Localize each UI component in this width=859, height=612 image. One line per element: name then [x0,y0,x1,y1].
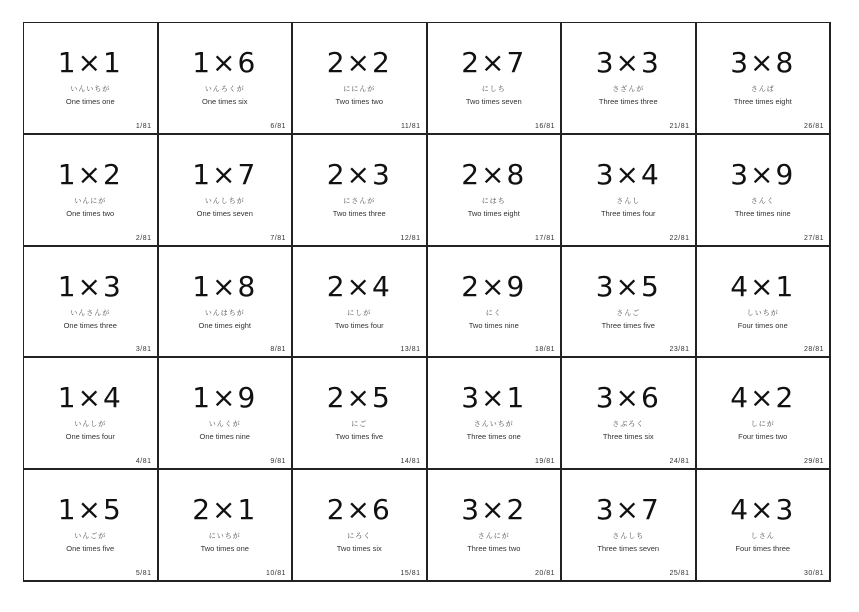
flashcard-equation: 2×8 [461,157,527,191]
flashcard [24,358,159,470]
flashcard-reading: いんにが [74,196,107,205]
flashcard-number: 12/81 [400,234,421,242]
flashcard-equation: 3×9 [730,157,796,191]
flashcard-equation: 2×5 [326,381,392,415]
flashcard [159,470,294,582]
flashcard-reading: いんくが [208,420,241,429]
flashcard [24,247,159,359]
flashcard-english: One times nine [199,432,250,442]
flashcard-english: Four times two [738,432,788,442]
flashcard-english: Three times seven [597,544,660,554]
flashcard-equation: 1×6 [192,46,258,79]
flashcard-number: 4/81 [135,458,152,466]
flashcard [428,135,563,247]
flashcard [697,135,832,247]
flashcard-number: 6/81 [270,122,286,130]
flashcard-english: Three times three [598,97,658,106]
flashcard-equation: 3×8 [730,46,796,79]
flashcard-number: 5/81 [135,570,152,577]
flashcard [159,135,294,247]
flashcard-english: Four times three [735,544,791,554]
flashcard [428,23,563,135]
flashcard [159,23,294,135]
flashcard-reading: さんにが [477,532,510,541]
flashcard-equation: 1×3 [57,269,123,303]
flashcard-reading: さんぱ [750,85,775,93]
flashcard-reading: にく [485,308,502,317]
flashcard [697,247,832,359]
flashcard-english: One times four [65,432,115,442]
flashcard-number: 14/81 [400,458,421,466]
flashcard-number: 2/81 [135,234,152,242]
flashcard-english: Two times eight [467,208,520,218]
flashcard-english: One times eight [198,320,252,330]
flashcard [562,247,697,359]
flashcard-equation: 1×1 [57,46,123,79]
flashcard-english: One times one [65,97,115,106]
flashcard [562,135,697,247]
flashcard-number: 19/81 [534,458,555,466]
flashcard-number: 8/81 [270,346,286,354]
flashcard [293,470,428,582]
flashcard-number: 20/81 [534,570,555,577]
flashcard-reading: いんはちが [204,308,245,317]
flashcard-reading: さぶろく [612,420,645,429]
flashcard [697,470,832,582]
flashcard-english: Three times four [600,208,656,218]
flashcard-reading: にはち [481,196,506,205]
flashcard-number: 15/81 [400,570,421,577]
flashcard-reading: にご [351,420,368,429]
flashcard [562,470,697,582]
flashcard [428,247,563,359]
flashcard-equation: 3×1 [461,381,527,415]
flashcard-reading: いんしちが [204,196,245,205]
flashcard [428,358,563,470]
flashcard-number: 3/81 [135,346,152,354]
flashcard-english: Three times two [467,544,521,554]
flashcard-sheet [23,22,831,582]
flashcard [159,358,294,470]
flashcard [562,358,697,470]
flashcard-number: 27/81 [803,234,824,242]
flashcard-reading: さんく [750,196,775,205]
flashcard-english: Four times one [737,320,788,330]
flashcard-english: One times six [202,97,248,106]
flashcard [697,358,832,470]
flashcard-equation: 2×6 [326,493,392,527]
flashcard-reading: しさん [750,532,775,541]
flashcard-number: 9/81 [270,458,286,466]
flashcard [24,470,159,582]
flashcard-english: Three times five [601,320,655,330]
flashcard-number: 26/81 [803,122,824,130]
flashcard-number: 17/81 [534,234,555,242]
flashcard-english: Three times one [466,432,521,442]
flashcard-equation: 4×3 [730,493,796,527]
flashcard-equation: 4×2 [730,381,796,415]
flashcard-number: 23/81 [669,346,690,354]
flashcard-equation: 2×9 [461,269,527,303]
flashcard [24,135,159,247]
flashcard-english: Three times nine [734,208,791,218]
flashcard-reading: いんしが [74,420,107,429]
flashcard-number: 10/81 [265,570,286,577]
flashcard-english: Two times four [334,320,384,330]
flashcard-equation: 3×3 [595,46,661,79]
flashcard-number: 22/81 [669,234,690,242]
flashcard-number: 11/81 [401,122,421,130]
flashcard-number: 24/81 [669,458,690,466]
flashcard [293,135,428,247]
flashcard [562,23,697,135]
flashcard-english: Two times six [336,544,382,554]
flashcard-equation: 2×3 [326,157,392,191]
flashcard-reading: いんさんが [70,308,111,317]
flashcard-english: Three times six [602,432,654,442]
flashcard-equation: 1×4 [57,381,123,415]
flashcard-equation: 1×7 [192,157,258,191]
flashcard-english: One times two [66,208,115,218]
flashcard-equation: 4×1 [730,269,796,303]
flashcard-reading: さんご [616,308,641,317]
flashcard-equation: 3×5 [595,269,661,303]
flashcard-equation: 1×5 [57,493,123,527]
flashcard-reading: にしち [481,85,506,93]
flashcard-english: One times three [63,320,117,330]
flashcard [293,247,428,359]
flashcard-english: One times seven [196,208,253,218]
flashcard [428,470,563,582]
flashcard-reading: にいちが [208,532,241,541]
flashcard-english: Three times eight [733,97,792,106]
flashcard-english: Two times two [335,97,383,106]
flashcard-equation: 2×4 [326,269,392,303]
flashcard-number: 1/81 [135,122,152,130]
flashcard [697,23,832,135]
flashcard [24,23,159,135]
flashcard-english: One times five [66,544,115,554]
flashcard-equation: 2×7 [461,46,527,79]
flashcard-equation: 2×2 [326,46,392,79]
flashcard-equation: 1×2 [57,157,123,191]
flashcard-english: Two times seven [465,97,522,106]
flashcard-english: Two times one [200,544,249,554]
flashcard-number: 13/81 [400,346,421,354]
flashcard-reading: しいちが [746,308,779,317]
flashcard-equation: 1×9 [192,381,258,415]
flashcard [293,23,428,135]
flashcard-reading: さんし [616,196,641,205]
flashcard-equation: 3×2 [461,493,527,527]
flashcard-number: 29/81 [803,458,824,466]
flashcard [293,358,428,470]
flashcard-number: 7/81 [270,234,286,242]
flashcard-reading: いんろくが [204,85,245,93]
flashcard-equation: 1×8 [192,269,258,303]
flashcard-reading: にしが [347,308,372,317]
flashcard-number: 16/81 [534,122,555,130]
flashcard-number: 28/81 [803,346,824,354]
flashcard-equation: 3×6 [595,381,661,415]
flashcard-english: Two times three [332,208,386,218]
flashcard-number: 18/81 [534,346,555,354]
flashcard-reading: いんごが [74,532,107,541]
flashcard-reading: にろく [347,532,372,541]
flashcard-number: 25/81 [669,570,690,577]
flashcard-reading: しにが [750,420,775,429]
flashcard-equation: 3×4 [595,157,661,191]
flashcard-number: 30/81 [803,570,824,577]
flashcard-english: Two times nine [468,320,519,330]
flashcard-reading: さんいちが [473,420,514,429]
flashcard-reading: ににんが [343,85,376,93]
flashcard-reading: にさんが [343,196,376,205]
flashcard-reading: さんしち [612,532,645,541]
flashcard-equation: 2×1 [192,493,258,527]
flashcard-equation: 3×7 [595,493,661,527]
flashcard-reading: いんいちが [70,85,111,93]
flashcard-number: 21/81 [669,122,690,130]
flashcard [159,247,294,359]
flashcard-english: Two times five [335,432,383,442]
flashcard-reading: さざんが [612,85,645,93]
